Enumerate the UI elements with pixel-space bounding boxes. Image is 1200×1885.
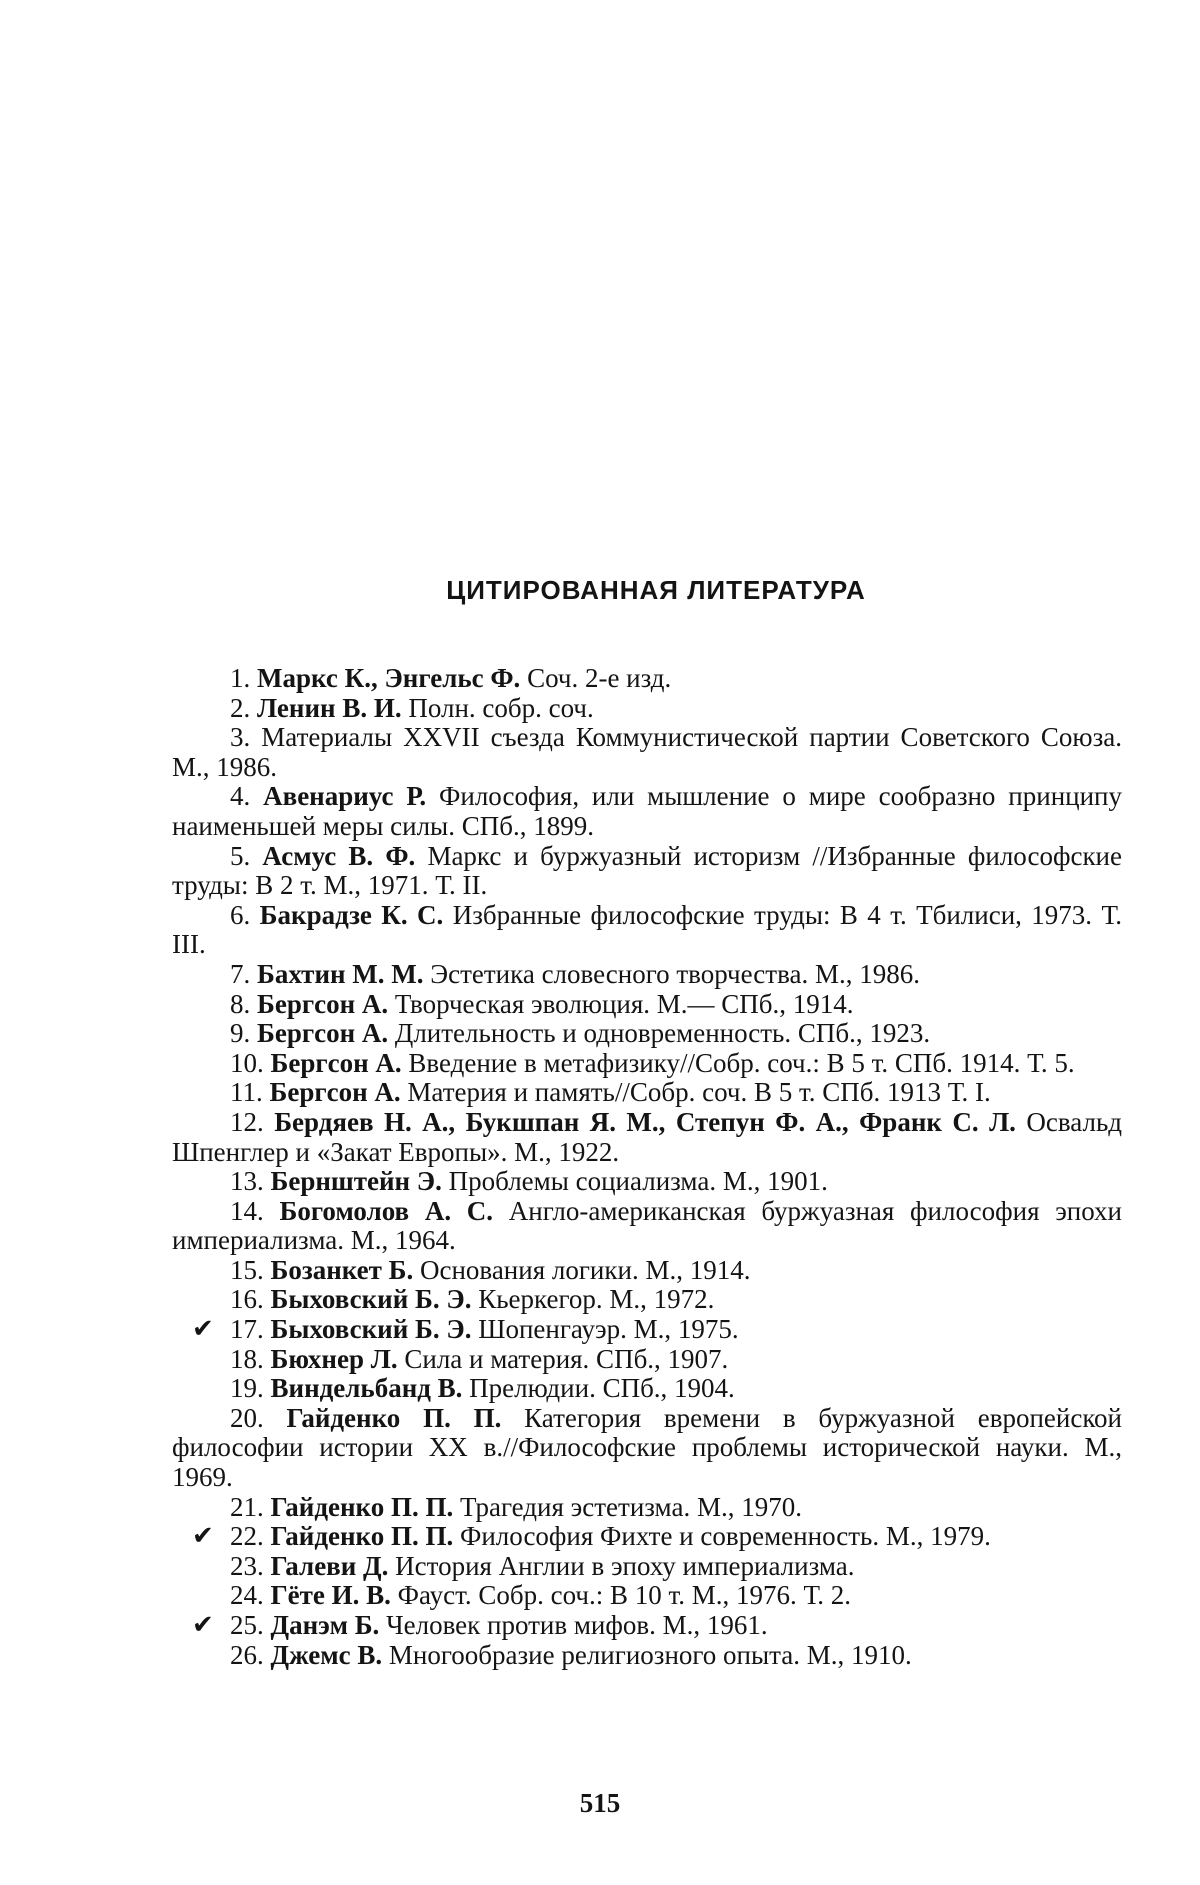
checkmark-icon: ✔ [192, 1521, 214, 1552]
reference-number: 13. [230, 1166, 264, 1197]
reference-text: Англо-американская буржуазная философия эпохи империализма. М., 1964. [172, 1195, 1123, 1256]
reference-number: 4. [230, 781, 251, 812]
reference-item [172, 1611, 1122, 1641]
reference-number: 15. [230, 1254, 264, 1285]
reference-author: Данэм Б. [270, 1610, 380, 1640]
reference-author: Асмус В. Ф. [262, 840, 416, 871]
reference-text: Маркс и буржуазный историзм //Избранные философские труды: В 2 т. М., 1971. Т. II. [172, 840, 1122, 901]
reference-author: Быховский Б. Э. [270, 1314, 472, 1345]
reference-number: 6. [230, 899, 251, 930]
reference-number: 14. [230, 1195, 264, 1226]
reference-item [172, 1641, 1122, 1671]
reference-author: Быховский Б. Э. [270, 1284, 472, 1315]
reference-item [172, 1552, 1122, 1582]
reference-author: Бахтин М. М. [257, 958, 424, 989]
reference-item [172, 1019, 1122, 1049]
reference-item [172, 1493, 1122, 1523]
reference-text: Материя и память//Собр. соч. В 5 т. СПб. 1913 Т. I. [407, 1077, 991, 1108]
reference-number: 18. [230, 1343, 264, 1374]
reference-text: Фауст. Собр. соч.: В 10 т. М., 1976. Т. 2. [397, 1580, 852, 1611]
reference-number: 9. [230, 1018, 251, 1049]
reference-item [172, 1078, 1122, 1108]
reference-author: Гёте И. В. [270, 1580, 391, 1611]
reference-author: Виндельбанд В. [270, 1373, 463, 1404]
reference-item [172, 1108, 1122, 1167]
reference-number: 24. [230, 1580, 264, 1611]
reference-author: Джемс В. [270, 1639, 383, 1670]
reference-text: Материалы XXVII съезда Коммунистической партии Советского Союза. М., 1986. [172, 722, 1123, 782]
reference-text: Соч. 2-е изд. [527, 663, 672, 693]
reference-item [172, 1197, 1122, 1256]
reference-text: Категория времени в буржуазной европейской философии истории XX в.//Философские проблемы исторической науки. М., 1969. [172, 1402, 1123, 1493]
reference-number: 26. [230, 1639, 264, 1670]
reference-number: 22. [230, 1521, 264, 1552]
reference-number: 11. [230, 1077, 263, 1108]
reference-number: 25. [230, 1610, 264, 1640]
reference-author: Гайденко П. П. [286, 1402, 502, 1433]
reference-item [172, 990, 1122, 1020]
reference-author: Ленин В. И. [257, 692, 402, 723]
reference-item [172, 1285, 1122, 1315]
reference-item [172, 901, 1122, 960]
reference-item [172, 1345, 1122, 1375]
reference-author: Бакрадзе К. С. [259, 899, 444, 930]
reference-author: Бергсон А. [270, 1047, 402, 1078]
reference-item [172, 664, 1122, 694]
reference-number: 2. [230, 692, 251, 723]
reference-number: 21. [230, 1491, 264, 1522]
reference-text: Творческая эволюция. М.— СПб., 1914. [394, 988, 854, 1019]
reference-number: 16. [230, 1284, 264, 1315]
reference-text: Многообразие религиозного опыта. М., 1910. [388, 1639, 912, 1670]
reference-text: Основания логики. М., 1914. [420, 1254, 751, 1285]
reference-item [172, 694, 1122, 724]
bibliography-page [172, 575, 1122, 1670]
reference-text: Кьеркегор. М., 1972. [478, 1284, 715, 1315]
reference-item [172, 960, 1122, 990]
reference-text: Трагедия эстетизма. М., 1970. [460, 1491, 802, 1522]
reference-author: Гайденко П. П. [270, 1491, 454, 1522]
reference-text: Эстетика словесного творчества. М., 1986. [430, 958, 920, 989]
reference-author: Бозанкет Б. [270, 1254, 414, 1285]
reference-item [172, 842, 1122, 901]
reference-number: 3. [230, 722, 251, 753]
reference-item [172, 723, 1122, 782]
checkmark-icon: ✔ [192, 1610, 214, 1640]
reference-text: Полн. собр. соч. [408, 692, 594, 723]
reference-item [172, 1049, 1122, 1079]
reference-text: Прелюдии. СПб., 1904. [469, 1373, 735, 1404]
reference-number: 23. [230, 1550, 264, 1581]
reference-text: Избранные философские труды: В 4 т. Тбилиси, 1973. Т. III. [172, 899, 1122, 960]
reference-text: Философия, или мышление о мире сообразно принципу наименьшей меры силы. СПб., 1899. [172, 781, 1122, 841]
reference-number: 10. [230, 1047, 264, 1078]
reference-text: Длительность и одновременность. СПб., 1923. [394, 1018, 931, 1049]
reference-number: 20. [230, 1402, 264, 1433]
reference-item [172, 1581, 1122, 1611]
reference-number: 7. [230, 958, 251, 989]
reference-author: Бернштейн Э. [270, 1166, 442, 1197]
reference-number: 1. [230, 663, 251, 693]
reference-text: Введение в метафизику//Собр. соч.: В 5 т. СПб. 1914. Т. 5. [408, 1047, 1075, 1078]
reference-item [172, 1256, 1122, 1286]
reference-number: 8. [230, 988, 251, 1019]
reference-item [172, 1374, 1122, 1404]
reference-text: Человек против мифов. М., 1961. [386, 1610, 768, 1640]
reference-item [172, 1522, 1122, 1552]
reference-item [172, 782, 1122, 841]
reference-author: Маркс К., Энгельс Ф. [257, 663, 521, 693]
reference-author: Богомолов А. С. [279, 1195, 494, 1226]
reference-text: История Англии в эпоху империализма. [395, 1550, 855, 1581]
reference-item [172, 1404, 1122, 1493]
reference-text: Сила и материя. СПб., 1907. [404, 1343, 729, 1374]
reference-number: 12. [230, 1106, 264, 1137]
page-number: 515 [579, 1788, 621, 1818]
checkmark-icon: ✔ [192, 1314, 214, 1345]
reference-number: 19. [230, 1373, 264, 1404]
reference-author: Бергсон А. [257, 988, 389, 1019]
reference-list [172, 664, 1122, 1670]
reference-text: Философия Фихте и современность. М., 1979. [460, 1521, 991, 1552]
reference-number: 5. [230, 840, 251, 871]
reference-author: Бюхнер Л. [270, 1343, 398, 1374]
reference-text: Шопенгауэр. М., 1975. [478, 1314, 739, 1345]
reference-author: Бергсон А. [257, 1018, 389, 1049]
reference-item [172, 1315, 1122, 1345]
reference-author: Галеви Д. [270, 1550, 389, 1581]
reference-author: Бердяев Н. А., Букшпан Я. М., Степун Ф. А., Франк С. Л. [274, 1106, 1016, 1137]
reference-author: Бергсон А. [269, 1077, 401, 1108]
reference-author: Авенариус Р. [263, 781, 427, 812]
reference-text: Проблемы социализма. М., 1901. [448, 1166, 828, 1197]
reference-number: 17. [230, 1314, 264, 1345]
reference-text: Освальд Шпенглер и «Закат Европы». М., 1922. [172, 1106, 1123, 1167]
reference-author: Гайденко П. П. [270, 1521, 454, 1552]
reference-item [172, 1167, 1122, 1197]
page-title: ЦИТИРОВАННАЯ ЛИТЕРАТУРА [446, 575, 866, 605]
